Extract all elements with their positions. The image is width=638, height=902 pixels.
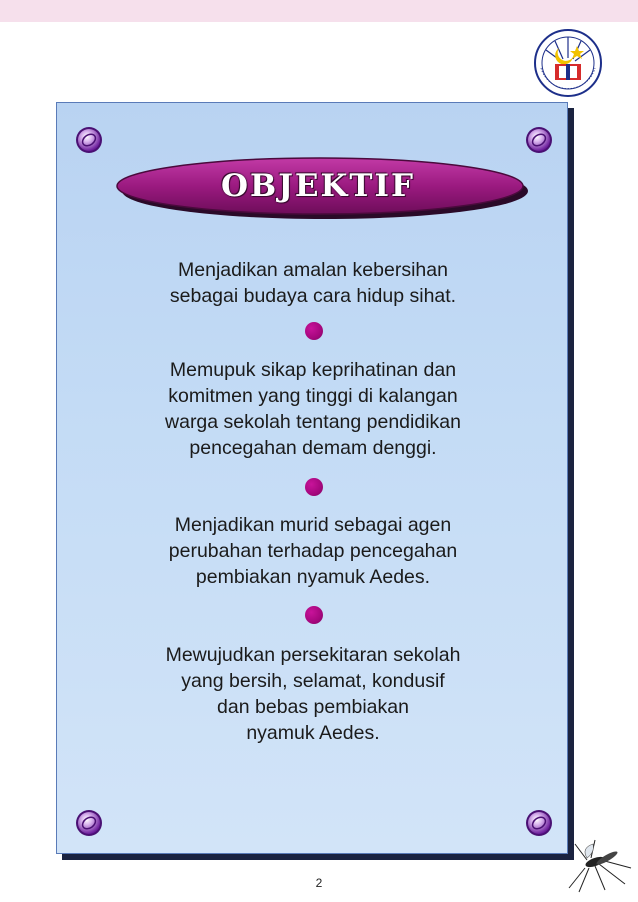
objective-text: Memupuk sikap keprihatinan dan komitmen yang tinggi di kalangan warga sekolah tentang pendidikan pencegahan demam denggi. xyxy=(165,359,461,459)
page-number: 2 xyxy=(315,876,323,890)
magenta-dot-icon xyxy=(305,478,323,496)
objective-text: Menjadikan murid sebagai agen perubahan terhadap pencegahan pembiakan nyamuk Aedes. xyxy=(168,514,458,588)
purple-orb-icon xyxy=(524,808,554,838)
magenta-dot-icon xyxy=(305,322,323,340)
objective-text: Menjadikan amalan kebersihan sebagai budaya cara hidup sihat. xyxy=(169,259,457,307)
magenta-dot-icon xyxy=(305,606,323,624)
objective-text: Mewujudkan persekitaran sekolah yang bersih, selamat, kondusif dan bebas pembiakan nyamuk Aedes. xyxy=(165,644,461,744)
top-color-band xyxy=(0,0,638,22)
mosquito-icon xyxy=(565,838,635,893)
purple-orb-icon xyxy=(74,125,104,155)
page-title: OBJEKTIF xyxy=(220,168,416,204)
ministry-crest-icon xyxy=(533,28,603,98)
purple-orb-icon xyxy=(524,125,554,155)
purple-orb-icon xyxy=(74,808,104,838)
